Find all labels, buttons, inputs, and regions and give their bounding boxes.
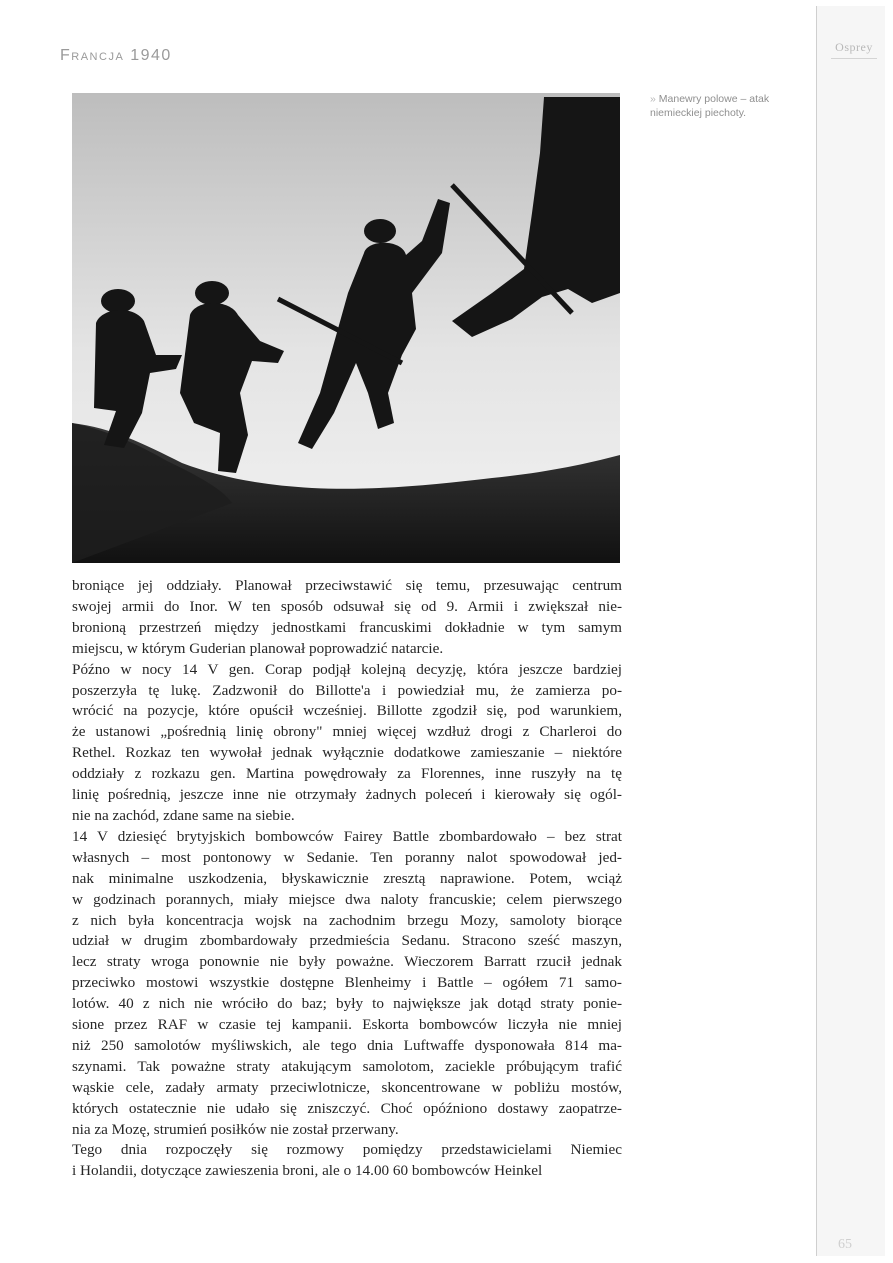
body-line: nak minimalne uszkodzenia, błyskawicznie zresztą naprawione. Potem, wciąż [72, 869, 622, 887]
body-line: przeciwko mostowi wszystkie dostępne Blenheimy i Battle – ogółem 71 samo- [72, 974, 622, 992]
page-number: 65 [838, 1237, 852, 1252]
body-line: niż 250 samolotów myśliwskich, ale tego dnia Luftwaffe dysponowała 814 ma- [72, 1036, 622, 1054]
publisher-underline [831, 58, 877, 59]
body-line: wąskie cele, zadały armaty przeciwlotnicze, skoncentrowane w pobliżu mostów, [72, 1078, 622, 1096]
body-line: szynami. Tak poważne straty atakującym samolotom, zaciekle próbującym trafić [72, 1057, 622, 1075]
margin-tint [817, 6, 885, 1256]
body-line: 14 V dziesięć brytyjskich bombowców Fairey Battle zbombardowało – bez strat [72, 827, 622, 845]
caption-bullet: » [650, 93, 656, 105]
body-text [72, 576, 622, 1182]
body-line: których ostatecznie nie udało się zniszczyć. Choć opóźniono dostawy zaopatrze- [72, 1099, 622, 1117]
body-line: broniące jej oddziały. Planował przeciwstawić się temu, przesuwając centrum [72, 577, 622, 594]
body-line: Późno w nocy 14 V gen. Corap podjął kolejną decyzję, która jeszcze bardziej [72, 660, 622, 678]
body-line: z nich była koncentracja wojsk na zachodnim brzegu Mozy, samoloty biorące [72, 911, 622, 929]
body-line: że ustanowi „pośrednią linię obrony" mniej więcej wzdłuż drogi z Charleroi do [72, 723, 622, 741]
photograph-infantry-attack [72, 93, 620, 563]
body-line: miejscu, w którym Guderian planował poprowadzić natarcie. [72, 639, 444, 657]
body-line: wrócić na pozycje, które opuścił wcześniej. Billotte zgodził się, pod warunkiem, [72, 702, 622, 720]
body-line: linię pośrednią, jeszcze inne nie otrzymały żadnych poleceń i kierowały się ogól- [72, 786, 622, 804]
body-line: własnych – most pontonowy w Sedanie. Ten poranny nalot spowodował jed- [72, 848, 622, 866]
body-line: nia za Mozę, strumień posiłków nie został przerwany. [72, 1120, 399, 1138]
page-divider [816, 6, 817, 1256]
body-line: w godzinach porannych, miały miejsce dwa naloty francuskie; celem pierwszego [72, 890, 622, 908]
body-line: udział w drugim zbombardowały przedmieścia Sedanu. Stracono sześć maszyn, [72, 932, 622, 950]
body-line: lotów. 40 z nich nie wróciło do baz; były to największe jak dotąd straty ponie- [72, 995, 622, 1013]
body-line: nie na zachód, zdane same na siebie. [72, 806, 295, 824]
body-line: oddziały z rozkazu gen. Martina powędrowały za Florennes, inne ruszyły na tę [72, 765, 622, 783]
body-line: poszerzyła tę lukę. Zadzwonił do Billotte'a i powiedział mu, że zamierza po- [72, 681, 622, 699]
photo-caption [650, 92, 810, 120]
body-line: Tego dnia rozpoczęły się rozmowy pomiędzy przedstawicielami Niemiec [72, 1141, 622, 1159]
body-line: bronioną przestrzeń między jednostkami francuskimi dokładnie w tym samym [72, 618, 622, 636]
body-line: i Holandii, dotyczące zawieszenia broni, ale o 14.00 60 bombowców Heinkel [72, 1162, 543, 1180]
running-title: Francja 1940 [60, 47, 172, 64]
body-line: swojej armii do Inor. W ten sposób odsuwał się od 9. Armii i zwiększał nie- [72, 597, 622, 615]
caption-text: Manewry polowe – atak niemieckiej piechoty. [650, 93, 770, 119]
body-line: sione przez RAF w czasie tej kampanii. Eskorta bombowców liczyła nie mniej [72, 1016, 622, 1034]
publisher-logo [826, 40, 882, 59]
body-line: Rethel. Rozkaz ten wywołał jednak wyłącznie dodatkowe zamieszanie – niektóre [72, 744, 622, 762]
publisher-name: Osprey [835, 40, 873, 54]
body-line: lecz straty wroga ponownie nie były poważne. Wieczorem Barratt rzucił jednak [72, 953, 622, 971]
photo-illustration [72, 93, 620, 563]
